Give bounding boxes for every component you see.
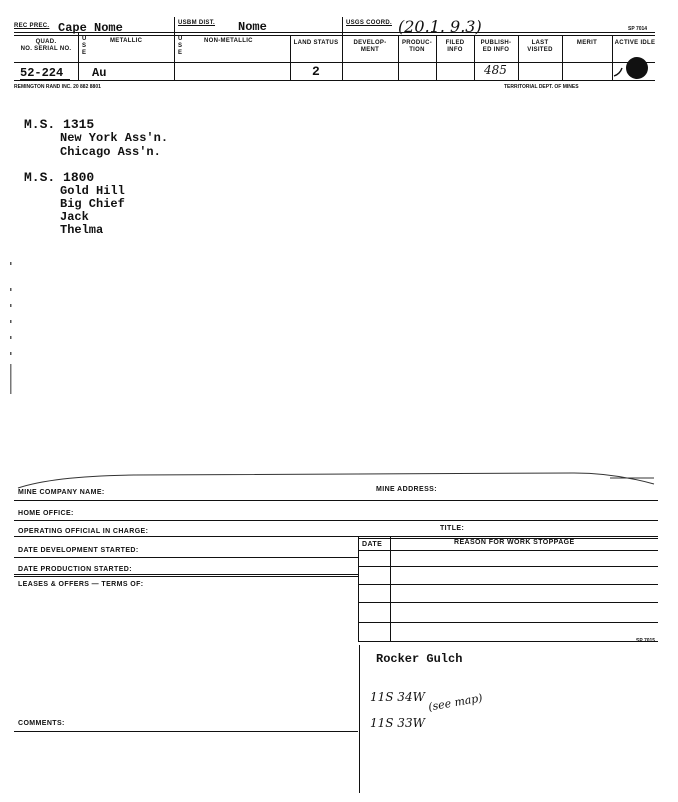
ms2-number: 1800 xyxy=(63,170,95,185)
ms2-name-1: Big Chief xyxy=(60,197,125,211)
prod-started-label: DATE PRODUCTION STARTED: xyxy=(18,566,132,573)
location-note: Rocker Gulch xyxy=(376,652,463,666)
printer-line: REMINGTON RAND INC. 20 882 8801 xyxy=(14,84,101,90)
use-left-label: U S E xyxy=(82,36,87,56)
quad-serial-value: 52-224 xyxy=(20,66,64,80)
ms1-name-1: Chicago Ass'n. xyxy=(60,145,161,159)
ms2-name-2: Jack xyxy=(60,210,89,224)
land-status-value: 2 xyxy=(312,64,320,79)
operating-label: OPERATING OFFICIAL IN CHARGE: xyxy=(18,528,149,535)
mine-company-label: MINE COMPANY NAME: xyxy=(18,489,105,496)
home-office-label: HOME OFFICE: xyxy=(18,510,74,517)
nonmetallic-label: NON-METALLIC xyxy=(204,38,253,44)
ms1-prefix: M.S. xyxy=(24,117,56,132)
usgs-label: USGS COORD. xyxy=(346,20,392,26)
title-label: TITLE: xyxy=(440,525,465,532)
ms2-line xyxy=(24,170,94,185)
date-col-label: DATE xyxy=(362,541,383,548)
active-idle-label: ACTIVE IDLE xyxy=(614,40,656,46)
hand-line-1: 11S 34W xyxy=(370,690,425,704)
ms1-name-0: New York Ass'n. xyxy=(60,131,169,145)
quad-serial-header xyxy=(16,39,76,53)
ms2-name-0: Gold Hill xyxy=(60,184,125,198)
usgs-value: (20.1. 9.3) xyxy=(398,17,482,36)
usbm-label: USBM DIST. xyxy=(178,20,216,26)
published-value: 485 xyxy=(484,63,507,77)
ms1-number: 1315 xyxy=(63,117,95,132)
ms2-name-3: Thelma xyxy=(60,223,104,237)
production-label: PRODUC- TION xyxy=(401,40,433,53)
ms1-line xyxy=(24,117,94,132)
hand-see-map: (see map) xyxy=(427,691,484,714)
metallic-value: Au xyxy=(92,66,107,80)
leases-label: LEASES & OFFERS — TERMS OF: xyxy=(18,581,144,588)
merit-label: MERIT xyxy=(576,40,598,46)
card-top-edge xyxy=(14,470,664,492)
comments-label: COMMENTS: xyxy=(18,720,65,727)
serial-label: SERIAL NO. xyxy=(34,46,72,52)
rec-prec-label: REC PREC. xyxy=(14,23,50,29)
form-code-top: SP 7014 xyxy=(628,26,648,32)
dept-line: TERRITORIAL DEPT. OF MINES xyxy=(504,84,579,90)
reason-label: REASON FOR WORK STOPPAGE xyxy=(454,539,575,546)
metallic-label: METALLIC xyxy=(110,38,143,44)
scan-specks xyxy=(8,260,14,400)
rec-prec-value: Cape Nome xyxy=(58,21,123,35)
dev-started-label: DATE DEVELOPMENT STARTED: xyxy=(18,547,139,554)
land-status-label: LAND STATUS xyxy=(293,40,339,46)
filed-label: FILED INFO xyxy=(445,40,465,53)
use-right-label: U S E xyxy=(178,36,183,56)
hand-line-2: 11S 33W xyxy=(370,716,425,730)
active-mark-icon xyxy=(610,54,650,84)
form-code-bottom: SP 7015 xyxy=(636,638,656,644)
published-label: PUBLISH- ED INFO xyxy=(480,40,512,53)
last-visited-label: LAST VISITED xyxy=(527,40,553,53)
mine-address-label: MINE ADDRESS: xyxy=(376,486,437,493)
quad-label: QUAD. NO. xyxy=(20,39,57,52)
usbm-value: Nome xyxy=(238,20,267,34)
develop-label: DEVELOP- MENT xyxy=(353,40,387,53)
ms2-prefix: M.S. xyxy=(24,170,56,185)
